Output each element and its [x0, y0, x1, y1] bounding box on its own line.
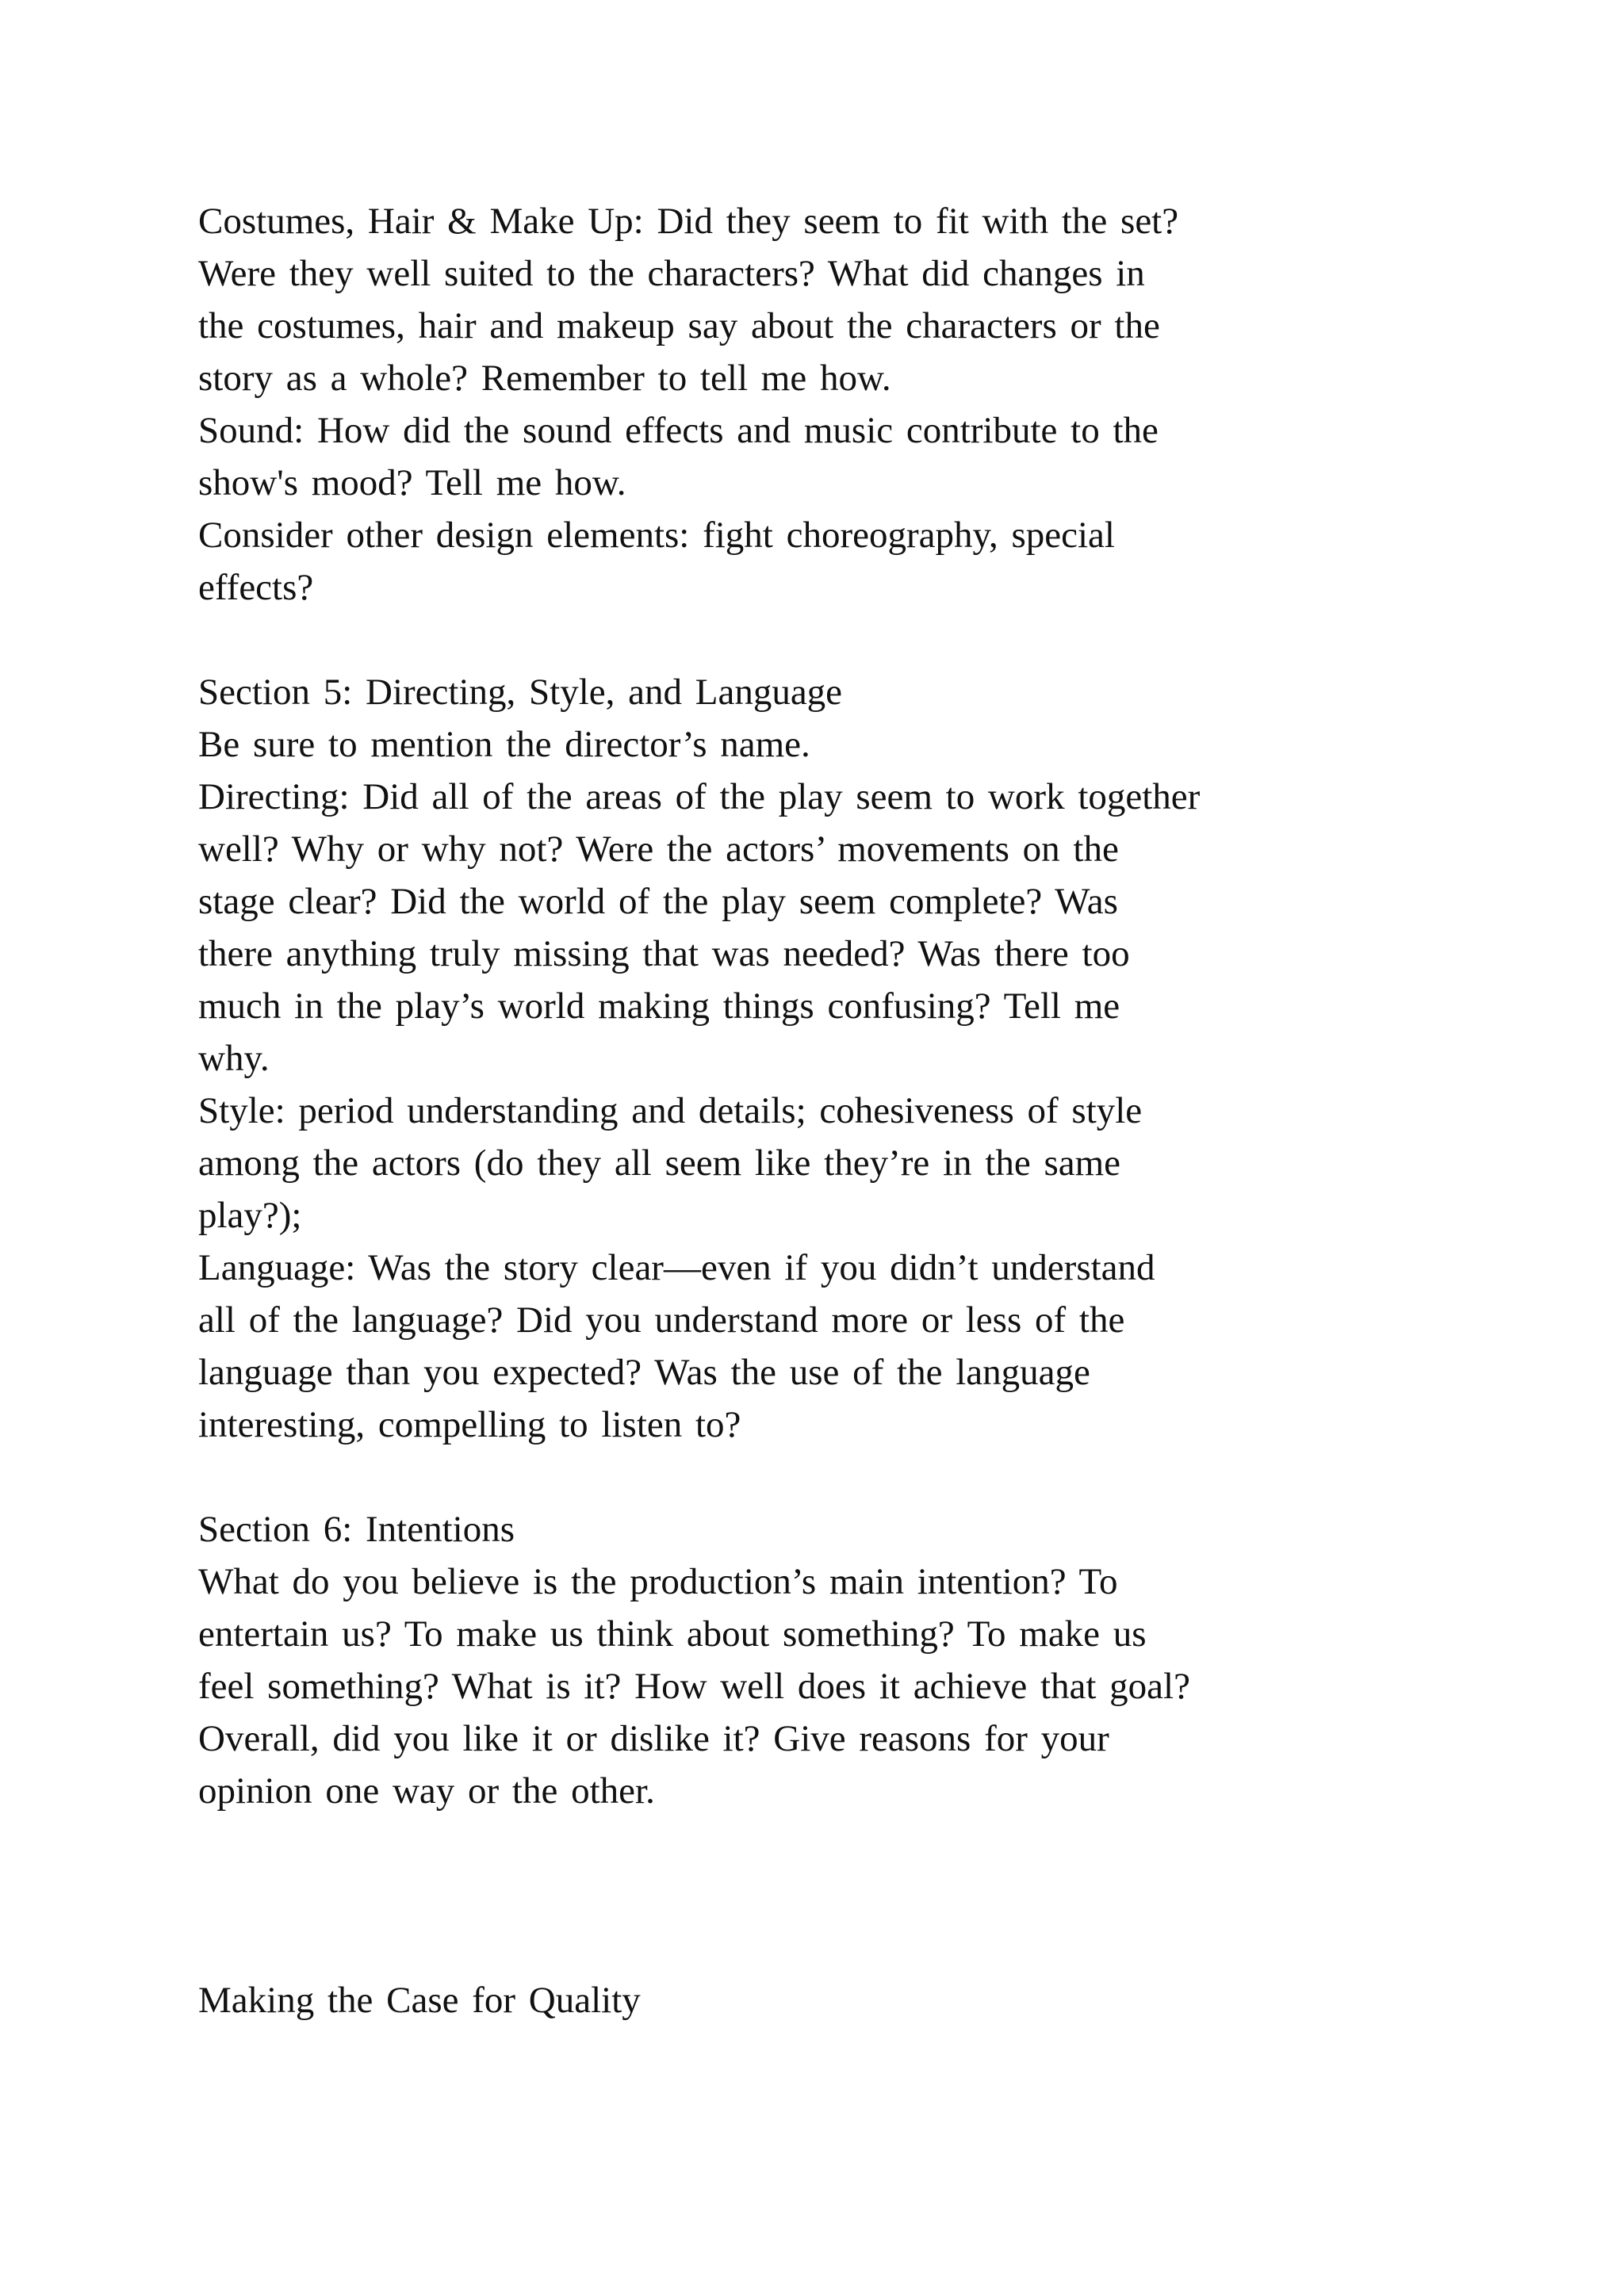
- paragraph-line: Consider other design elements: fight choreography, special: [198, 515, 1115, 556]
- paragraph-line: Costumes, Hair & Make Up: Did they seem to fit with the set?: [198, 201, 1179, 242]
- paragraph-line: Were they well suited to the characters? What did changes in: [198, 253, 1145, 294]
- paragraph-line: play?);: [198, 1195, 302, 1236]
- paragraph-line: Style: period understanding and details; cohesiveness of style: [198, 1090, 1143, 1131]
- paragraph-line: story as a whole? Remember to tell me how.: [198, 358, 891, 399]
- paragraph-line: the costumes, hair and makeup say about the characters or the: [198, 305, 1160, 346]
- paragraph-line: feel something? What is it? How well does it achieve that goal?: [198, 1666, 1190, 1707]
- paragraph-line: there anything truly missing that was needed? Was there too: [198, 933, 1130, 974]
- paragraph-line: all of the language? Did you understand more or less of the: [198, 1299, 1125, 1341]
- section-6-heading: Section 6: Intentions: [198, 1509, 515, 1550]
- paragraph-line: Overall, did you like it or dislike it? Give reasons for your: [198, 1718, 1109, 1759]
- paragraph-line: effects?: [198, 567, 314, 608]
- paragraph-line: interesting, compelling to listen to?: [198, 1404, 741, 1445]
- paragraph-line: among the actors (do they all seem like they’re in the same: [198, 1142, 1121, 1184]
- closing-heading: Making the Case for Quality: [198, 1980, 641, 2021]
- paragraph-line: why.: [198, 1038, 270, 1079]
- paragraph-line: stage clear? Did the world of the play seem complete? Was: [198, 881, 1118, 922]
- paragraph-line: Language: Was the story clear—even if you didn’t understand: [198, 1247, 1155, 1288]
- paragraph-line: show's mood? Tell me how.: [198, 462, 626, 503]
- paragraph-line: Be sure to mention the director’s name.: [198, 724, 810, 765]
- section-5-heading: Section 5: Directing, Style, and Language: [198, 672, 843, 713]
- paragraph-line: opinion one way or the other.: [198, 1770, 655, 1812]
- document-body: [198, 195, 1515, 2026]
- paragraph-line: Directing: Did all of the areas of the play seem to work together: [198, 776, 1201, 817]
- paragraph-line: entertain us? To make us think about something? To make us: [198, 1613, 1147, 1655]
- paragraph-line: much in the play’s world making things confusing? Tell me: [198, 985, 1120, 1027]
- paragraph-line: Sound: How did the sound effects and music contribute to the: [198, 410, 1159, 451]
- blank-space: [198, 1817, 1515, 1974]
- blank-line: [198, 614, 1515, 666]
- blank-line: [198, 1451, 1515, 1503]
- paragraph-line: What do you believe is the production’s main intention? To: [198, 1561, 1118, 1602]
- paragraph-line: well? Why or why not? Were the actors’ movements on the: [198, 828, 1119, 870]
- paragraph-line: language than you expected? Was the use of the language: [198, 1352, 1090, 1393]
